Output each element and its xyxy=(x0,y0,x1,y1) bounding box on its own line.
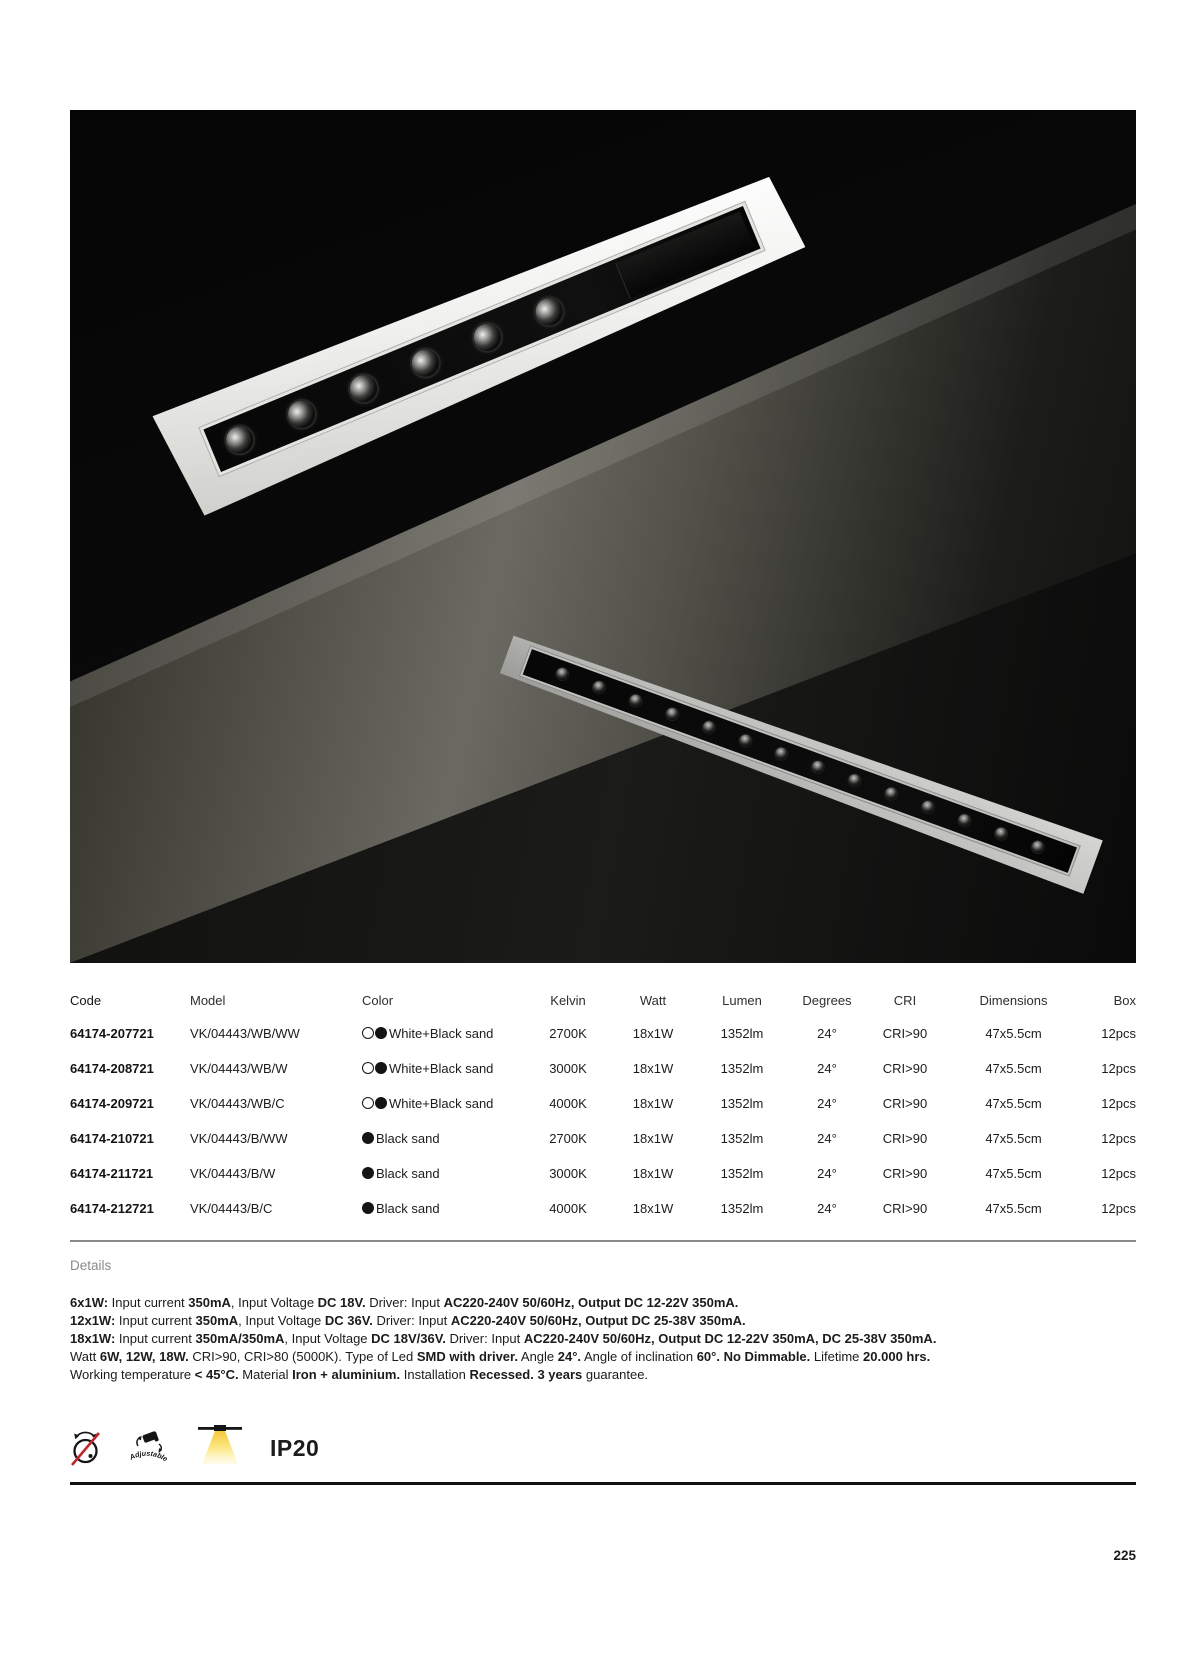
recessed-downlight-icon xyxy=(197,1422,243,1468)
spec-table xyxy=(70,984,1136,1226)
cell-lumen: 1352lm xyxy=(720,1166,764,1181)
col-header-kelvin: Kelvin xyxy=(550,992,586,1008)
cell-lumen: 1352lm xyxy=(720,1131,764,1146)
col-header-degrees: Degrees xyxy=(802,992,852,1008)
driver-cover xyxy=(615,212,754,299)
cell-degrees: 24° xyxy=(817,1201,837,1216)
cell-cri: CRI>90 xyxy=(882,1096,928,1111)
cell-color xyxy=(362,1026,522,1041)
led-spot xyxy=(701,720,716,735)
cell-cri: CRI>90 xyxy=(882,1026,928,1041)
black-circle-icon xyxy=(375,1097,387,1109)
cell-degrees: 24° xyxy=(817,1061,837,1076)
col-header-dimensions: Dimensions xyxy=(979,992,1048,1008)
cell-box: 12pcs xyxy=(1101,1201,1136,1216)
cell-cri: CRI>90 xyxy=(882,1166,928,1181)
cell-code: 64174-207721 xyxy=(70,1026,154,1041)
adjustable-label: Adjustable xyxy=(128,1448,170,1464)
cell-color xyxy=(362,1061,522,1076)
led-spot xyxy=(737,733,752,748)
cell-kelvin: 2700K xyxy=(549,1026,587,1041)
table-row xyxy=(70,1156,1136,1191)
black-circle-icon xyxy=(362,1167,374,1179)
cell-watt: 18x1W xyxy=(632,1061,674,1076)
cell-dimensions: 47x5.5cm xyxy=(985,1166,1042,1181)
color-label: Black sand xyxy=(376,1201,440,1216)
cell-box: 12pcs xyxy=(1101,1096,1136,1111)
col-header-box: Box xyxy=(1113,992,1136,1008)
color-label: Black sand xyxy=(376,1166,440,1181)
led-spot xyxy=(408,345,443,380)
cell-kelvin: 4000K xyxy=(549,1096,587,1111)
black-circle-icon xyxy=(362,1202,374,1214)
black-circle-icon xyxy=(375,1027,387,1039)
cell-dimensions: 47x5.5cm xyxy=(985,1201,1042,1216)
svg-text:Adjustable xyxy=(128,1449,169,1464)
cell-model: VK/04443/WB/WW xyxy=(190,1026,300,1041)
black-circle-icon xyxy=(375,1062,387,1074)
cell-code: 64174-208721 xyxy=(70,1061,154,1076)
cell-lumen: 1352lm xyxy=(720,1201,764,1216)
cell-code: 64174-212721 xyxy=(70,1201,154,1216)
cell-lumen: 1352lm xyxy=(720,1026,764,1041)
color-label: White+Black sand xyxy=(389,1061,494,1076)
cell-model: VK/04443/WB/W xyxy=(190,1061,288,1076)
details-line: 12x1W: Input current 350mA, Input Voltage DC 36V. Driver: Input AC220-240V 50/60Hz, Output DC 25-38V 350mA. xyxy=(70,1313,746,1328)
cell-model: VK/04443/B/W xyxy=(190,1166,276,1181)
col-header-color: Color xyxy=(362,992,394,1008)
color-label: Black sand xyxy=(376,1131,440,1146)
cell-dimensions: 47x5.5cm xyxy=(985,1061,1042,1076)
white-circle-icon xyxy=(362,1097,374,1109)
cell-kelvin: 4000K xyxy=(549,1201,587,1216)
cell-watt: 18x1W xyxy=(632,1201,674,1216)
led-spot xyxy=(884,786,899,801)
cell-code: 64174-209721 xyxy=(70,1096,154,1111)
led-spot xyxy=(554,666,569,681)
led-spot xyxy=(847,773,862,788)
led-spot xyxy=(957,813,972,828)
led-spot xyxy=(469,319,504,354)
cell-color xyxy=(362,1166,522,1181)
cell-degrees: 24° xyxy=(817,1026,837,1041)
ip-rating: IP20 xyxy=(270,1435,320,1461)
cell-watt: 18x1W xyxy=(632,1096,674,1111)
cell-degrees: 24° xyxy=(817,1166,837,1181)
led-spot xyxy=(628,693,643,708)
color-label: White+Black sand xyxy=(389,1026,494,1041)
led-spot xyxy=(920,799,935,814)
cell-dimensions: 47x5.5cm xyxy=(985,1131,1042,1146)
cell-model: VK/04443/WB/C xyxy=(190,1096,285,1111)
table-row xyxy=(70,1051,1136,1086)
led-spot xyxy=(664,706,679,721)
cell-kelvin: 2700K xyxy=(549,1131,587,1146)
cell-color xyxy=(362,1096,522,1111)
cell-code: 64174-211721 xyxy=(70,1166,154,1181)
adjustable-icon xyxy=(128,1430,170,1468)
table-row xyxy=(70,1121,1136,1156)
led-spot xyxy=(346,371,381,406)
led-spot xyxy=(774,746,789,761)
white-circle-icon xyxy=(362,1062,374,1074)
details-line: Working temperature < 45°C. Material Iron + aluminium. Installation Recessed. 3 years guarantee. xyxy=(70,1367,649,1382)
col-header-cri: CRI xyxy=(893,992,917,1008)
footer-divider xyxy=(70,1482,1136,1485)
cell-cri: CRI>90 xyxy=(882,1201,928,1216)
col-header-watt: Watt xyxy=(639,992,667,1008)
table-header xyxy=(70,984,1136,1016)
section-divider xyxy=(70,1240,1136,1242)
led-spot xyxy=(591,680,606,695)
white-circle-icon xyxy=(362,1027,374,1039)
table-rows xyxy=(70,1016,1136,1226)
product-photo xyxy=(70,110,1136,963)
cell-kelvin: 3000K xyxy=(549,1166,587,1181)
led-spot xyxy=(1030,839,1045,854)
cell-degrees: 24° xyxy=(817,1131,837,1146)
table-row xyxy=(70,1086,1136,1121)
col-header-lumen: Lumen xyxy=(722,992,762,1008)
color-label: White+Black sand xyxy=(389,1096,494,1111)
cell-box: 12pcs xyxy=(1101,1061,1136,1076)
table-row xyxy=(70,1016,1136,1051)
details-line: 18x1W: Input current 350mA/350mA, Input Voltage DC 18V/36V. Driver: Input AC220-240V 50/60Hz, Output DC 12-22V 350mA, DC 25-38V 350mA. xyxy=(70,1331,937,1346)
col-header-code: Code xyxy=(70,992,102,1008)
cell-dimensions: 47x5.5cm xyxy=(985,1096,1042,1111)
details-text xyxy=(70,1294,1136,1384)
cell-cri: CRI>90 xyxy=(882,1061,928,1076)
led-spot xyxy=(993,826,1008,841)
cell-dimensions: 47x5.5cm xyxy=(985,1026,1042,1041)
cell-watt: 18x1W xyxy=(632,1166,674,1181)
led-spot xyxy=(531,294,566,329)
cell-watt: 18x1W xyxy=(632,1131,674,1146)
cell-code: 64174-210721 xyxy=(70,1131,154,1146)
cell-model: VK/04443/B/C xyxy=(190,1201,273,1216)
led-spot xyxy=(811,759,826,774)
led-spot xyxy=(222,422,257,457)
cell-cri: CRI>90 xyxy=(882,1131,928,1146)
page-number: 225 xyxy=(1113,1548,1136,1563)
cell-lumen: 1352lm xyxy=(720,1061,764,1076)
cell-lumen: 1352lm xyxy=(720,1096,764,1111)
cell-box: 12pcs xyxy=(1101,1166,1136,1181)
feature-badges xyxy=(70,1416,319,1468)
details-line: 6x1W: Input current 350mA, Input Voltage DC 18V. Driver: Input AC220-240V 50/60Hz, Output DC 12-22V 350mA. xyxy=(70,1295,739,1310)
cell-color xyxy=(362,1201,522,1216)
led-spot xyxy=(284,396,319,431)
cell-color xyxy=(362,1131,522,1146)
cell-kelvin: 3000K xyxy=(549,1061,587,1076)
table-row xyxy=(70,1191,1136,1226)
cell-box: 12pcs xyxy=(1101,1026,1136,1041)
no-dimmable-icon xyxy=(70,1424,101,1468)
details-line: Watt 6W, 12W, 18W. CRI>90, CRI>80 (5000K). Type of Led SMD with driver. Angle 24°. Angle of inclination 60°. No Dimmable. Lifetime 20.000 hrs. xyxy=(70,1349,931,1364)
cell-model: VK/04443/B/WW xyxy=(190,1131,288,1146)
details-label: Details xyxy=(70,1258,112,1273)
black-circle-icon xyxy=(362,1132,374,1144)
cell-box: 12pcs xyxy=(1101,1131,1136,1146)
cell-watt: 18x1W xyxy=(632,1026,674,1041)
cell-degrees: 24° xyxy=(817,1096,837,1111)
col-header-model: Model xyxy=(190,992,226,1008)
